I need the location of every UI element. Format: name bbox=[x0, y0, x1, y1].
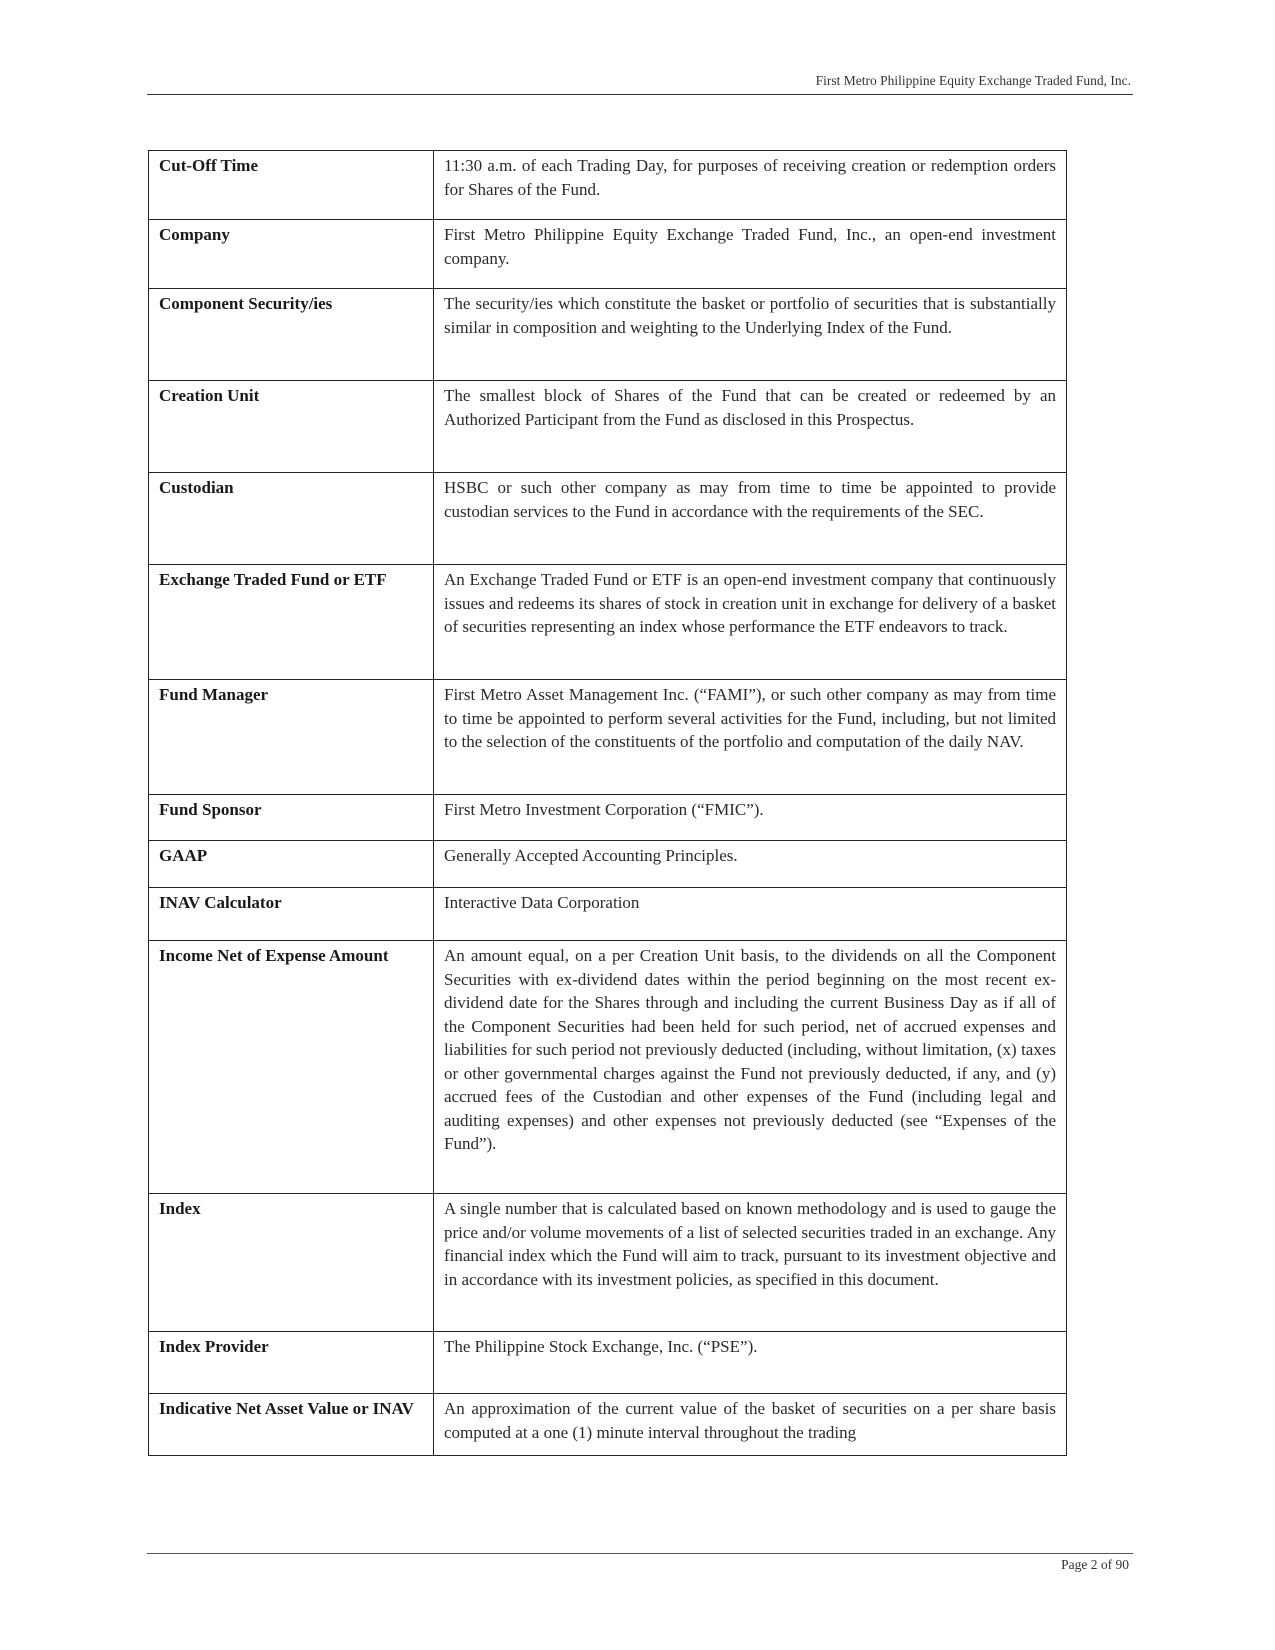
table-row bbox=[149, 795, 1067, 841]
table-row bbox=[149, 565, 1067, 680]
table-row bbox=[149, 680, 1067, 795]
header-divider bbox=[147, 94, 1133, 95]
term-cell: INAV Calculator bbox=[149, 888, 434, 941]
term-cell: Index Provider bbox=[149, 1332, 434, 1394]
table-row bbox=[149, 941, 1067, 1194]
definition-cell: Generally Accepted Accounting Principles. bbox=[434, 841, 1067, 888]
term-cell: GAAP bbox=[149, 841, 434, 888]
definitions-table bbox=[148, 150, 1067, 1456]
table-row bbox=[149, 1332, 1067, 1394]
table-row bbox=[149, 381, 1067, 473]
term-cell: Cut-Off Time bbox=[149, 151, 434, 220]
definition-cell: The security/ies which constitute the basket or portfolio of securities that is substantially similar in composition and weighting to the Underlying Index of the Fund. bbox=[434, 289, 1067, 381]
definition-cell: A single number that is calculated based on known methodology and is used to gauge the price and/or volume movements of a list of selected securities traded in an exchange. Any financial index which the Fund will aim to track, pursuant to its investment objective and in accordance with its investment policies, as specified in this document. bbox=[434, 1194, 1067, 1332]
term-cell: Company bbox=[149, 220, 434, 289]
definition-cell: An approximation of the current value of the basket of securities on a per share basis computed at a one (1) minute interval throughout the trading bbox=[434, 1394, 1067, 1456]
term-cell: Creation Unit bbox=[149, 381, 434, 473]
page-number: Page 2 of 90 bbox=[1061, 1557, 1129, 1572]
table-row bbox=[149, 220, 1067, 289]
table-row bbox=[149, 473, 1067, 565]
term-cell: Income Net of Expense Amount bbox=[149, 941, 434, 1194]
term-cell: Exchange Traded Fund or ETF bbox=[149, 565, 434, 680]
definition-cell: First Metro Philippine Equity Exchange Traded Fund, Inc., an open-end investment company. bbox=[434, 220, 1067, 289]
table-row bbox=[149, 888, 1067, 941]
term-cell: Fund Manager bbox=[149, 680, 434, 795]
definition-cell: An amount equal, on a per Creation Unit basis, to the dividends on all the Component Securities with ex-dividend dates within the period beginning on the most recent ex-dividend date for the Shares through and including the current Business Day as if all of the Component Securities had been held for such period, net of accrued expenses and liabilities for such period not previously deducted (including, without limitation, (x) taxes or other governmental charges against the Fund not previously deducted, if any, and (y) accrued fees of the Custodian and other expenses of the Fund (including legal and auditing expenses) and other expenses not previously deducted (see “Expenses of the Fund”). bbox=[434, 941, 1067, 1194]
term-cell: Component Security/ies bbox=[149, 289, 434, 381]
definition-cell: First Metro Investment Corporation (“FMIC”). bbox=[434, 795, 1067, 841]
definition-cell: An Exchange Traded Fund or ETF is an open-end investment company that continuously issues and redeems its shares of stock in creation unit in exchange for delivery of a basket of securities representing an index whose performance the ETF endeavors to track. bbox=[434, 565, 1067, 680]
definition-cell: 11:30 a.m. of each Trading Day, for purposes of receiving creation or redemption orders for Shares of the Fund. bbox=[434, 151, 1067, 220]
definition-cell: The smallest block of Shares of the Fund that can be created or redeemed by an Authorized Participant from the Fund as disclosed in this Prospectus. bbox=[434, 381, 1067, 473]
term-cell: Custodian bbox=[149, 473, 434, 565]
definition-cell: Interactive Data Corporation bbox=[434, 888, 1067, 941]
definition-cell: The Philippine Stock Exchange, Inc. (“PSE”). bbox=[434, 1332, 1067, 1394]
footer-divider bbox=[147, 1553, 1133, 1554]
definition-cell: HSBC or such other company as may from time to time be appointed to provide custodian services to the Fund in accordance with the requirements of the SEC. bbox=[434, 473, 1067, 565]
table-row bbox=[149, 151, 1067, 220]
definition-cell: First Metro Asset Management Inc. (“FAMI”), or such other company as may from time to time be appointed to perform several activities for the Fund, including, but not limited to the selection of the constituents of the portfolio and computation of the daily NAV. bbox=[434, 680, 1067, 795]
running-header: First Metro Philippine Equity Exchange Traded Fund, Inc. bbox=[815, 73, 1131, 88]
term-cell: Index bbox=[149, 1194, 434, 1332]
table-row bbox=[149, 841, 1067, 888]
term-cell: Fund Sponsor bbox=[149, 795, 434, 841]
table-row bbox=[149, 289, 1067, 381]
term-cell: Indicative Net Asset Value or INAV bbox=[149, 1394, 434, 1456]
table-row bbox=[149, 1194, 1067, 1332]
table-row bbox=[149, 1394, 1067, 1456]
